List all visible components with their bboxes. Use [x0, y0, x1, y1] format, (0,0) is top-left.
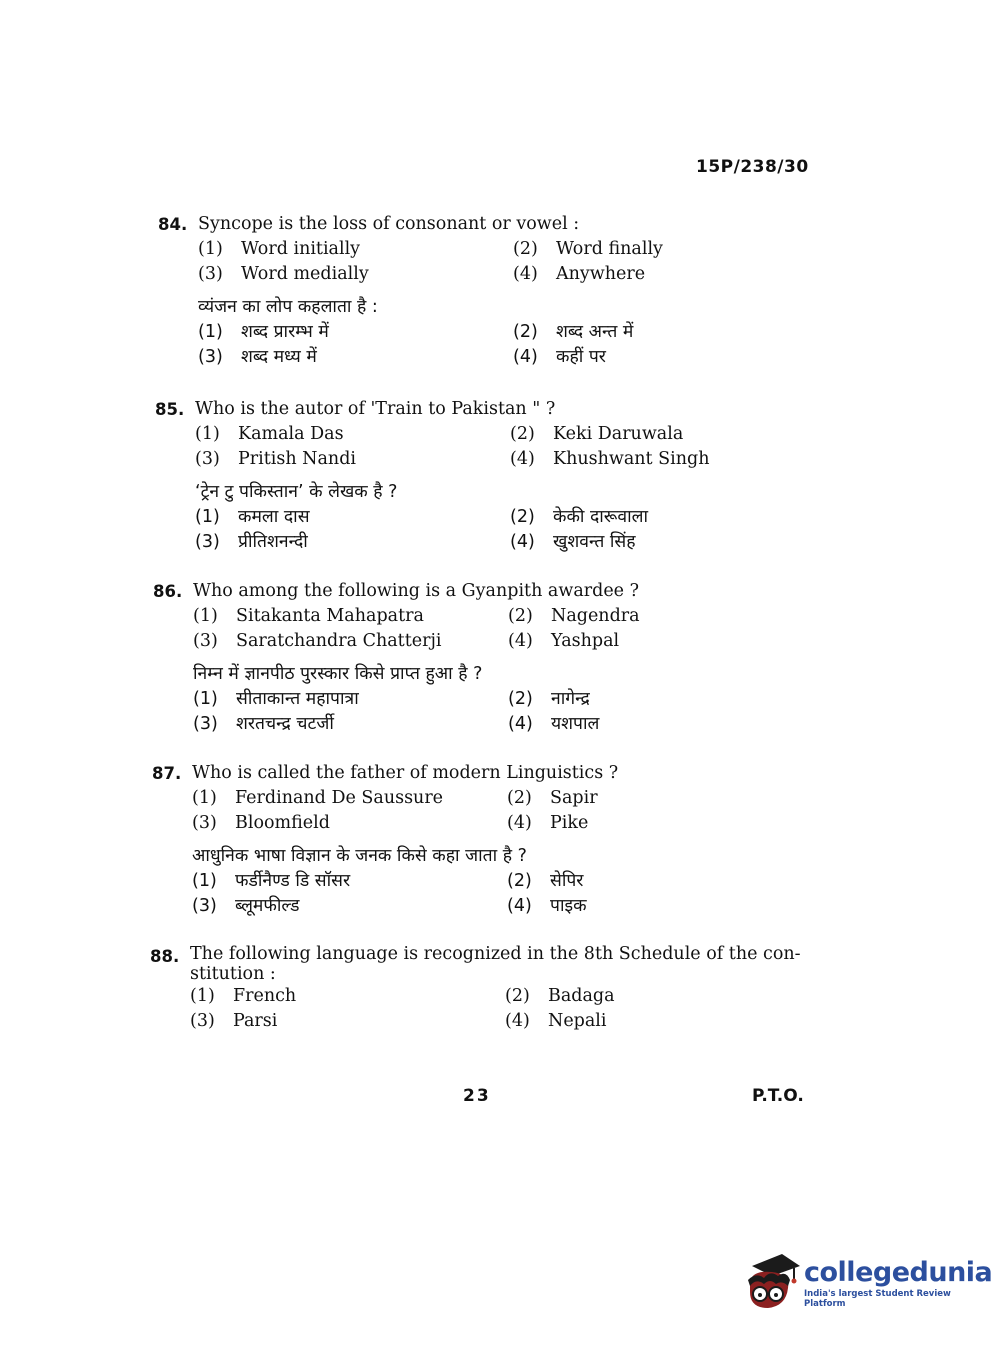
- hindi-block: [195, 480, 835, 505]
- options-english: [190, 984, 820, 1034]
- option-2: (2) Sapir: [507, 788, 598, 808]
- option-1: (1) French: [190, 986, 297, 1006]
- options-english: [192, 786, 832, 836]
- option-2: (2) Keki Daruwala: [510, 424, 684, 444]
- hindi-option-2: (2) सेपिर: [507, 871, 584, 891]
- question-text: Who is called the father of modern Linguistics ?: [192, 763, 619, 783]
- hindi-block: [198, 295, 838, 320]
- paper-code: 15P/238/30: [696, 157, 809, 177]
- option-4: (4) Yashpal: [508, 631, 620, 651]
- hindi-option-1: (1) शब्द प्रारम्भ में: [198, 322, 329, 342]
- options-hindi: [198, 320, 838, 370]
- option-2: (2) Word finally: [513, 239, 663, 259]
- hindi-option-3: (3) ब्लूमफील्ड: [192, 896, 300, 916]
- question-number: 84.: [158, 215, 188, 234]
- question-number: 86.: [153, 582, 183, 601]
- hindi-option-1: (1) सीताकान्त महापात्रा: [193, 689, 359, 709]
- hindi-option-1: (1) फर्डीनैण्ड डि सॉसर: [192, 871, 351, 891]
- hindi-option-1: (1) कमला दास: [195, 507, 310, 527]
- question-number: 87.: [152, 764, 182, 783]
- question-88: [150, 944, 820, 1034]
- hindi-option-3: (3) प्रीतिशनन्दी: [195, 532, 308, 552]
- hindi-option-4: (4) यशपाल: [508, 714, 600, 734]
- option-1: (1) Ferdinand De Saussure: [192, 788, 444, 808]
- hindi-question-text: आधुनिक भाषा विज्ञान के जनक किसे कहा जाता है ?: [192, 846, 527, 866]
- option-1: (1) Word initially: [198, 239, 361, 259]
- collegedunia-watermark: [742, 1248, 993, 1318]
- option-4: (4) Nepali: [505, 1011, 607, 1031]
- hindi-option-3: (3) शब्द मध्य में: [198, 347, 317, 367]
- logo-tagline: India's largest Student Review Platform: [804, 1289, 951, 1309]
- pto-label: P.T.O.: [752, 1086, 804, 1106]
- option-4: (4) Anywhere: [513, 264, 646, 284]
- question-text: The following language is recognized in the 8th Schedule of the con-stitution :: [190, 944, 801, 984]
- hindi-question-text: ‘ट्रेन टु पकिस्तान’ के लेखक है ?: [195, 482, 398, 502]
- options-english: [193, 604, 833, 654]
- hindi-option-2: (2) शब्द अन्त में: [513, 322, 634, 342]
- option-1: (1) Sitakanta Mahapatra: [193, 606, 424, 626]
- option-2: (2) Nagendra: [508, 606, 640, 626]
- question-number: 88.: [150, 947, 180, 966]
- option-3: (3) Parsi: [190, 1011, 278, 1031]
- question-text: Syncope is the loss of consonant or vowel :: [198, 214, 580, 234]
- options-english: [195, 422, 835, 472]
- question-84: [158, 212, 838, 370]
- option-4: (4) Khushwant Singh: [510, 449, 710, 469]
- options-hindi: [195, 505, 835, 555]
- options-hindi: [193, 687, 833, 737]
- option-1: (1) Kamala Das: [195, 424, 344, 444]
- hindi-option-2: (2) केकी दारूवाला: [510, 507, 649, 527]
- question-text: Who among the following is a Gyanpith awardee ?: [193, 581, 639, 601]
- logo-wordmark: collegedunia: [804, 1257, 993, 1288]
- hindi-option-3: (3) शरतचन्द्र चटर्जी: [193, 714, 334, 734]
- hindi-option-4: (4) खुशवन्त सिंह: [510, 532, 636, 552]
- hindi-question-text: व्यंजन का लोप कहलाता है :: [198, 297, 378, 317]
- hindi-question-text: निम्न में ज्ञानपीठ पुरस्कार किसे प्राप्त हुआ है ?: [193, 664, 483, 684]
- option-3: (3) Bloomfield: [192, 813, 330, 833]
- page-number: 23: [463, 1086, 491, 1106]
- hindi-option-4: (4) कहीं पर: [513, 347, 606, 367]
- question-number: 85.: [155, 400, 185, 419]
- option-3: (3) Saratchandra Chatterji: [193, 631, 442, 651]
- option-3: (3) Word medially: [198, 264, 369, 284]
- options-english: [198, 237, 838, 287]
- hindi-block: [192, 844, 832, 869]
- question-text: Who is the autor of 'Train to Pakistan " ?: [195, 399, 556, 419]
- option-2: (2) Badaga: [505, 986, 615, 1006]
- question-87: [152, 761, 832, 919]
- hindi-option-4: (4) पाइक: [507, 896, 587, 916]
- question-85: [155, 397, 835, 555]
- collegedunia-mascot-logo-icon: [742, 1252, 800, 1314]
- hindi-option-2: (2) नागेन्द्र: [508, 689, 590, 709]
- option-3: (3) Pritish Nandi: [195, 449, 356, 469]
- hindi-block: [193, 662, 833, 687]
- option-4: (4) Pike: [507, 813, 589, 833]
- question-86: [153, 579, 833, 737]
- options-hindi: [192, 869, 832, 919]
